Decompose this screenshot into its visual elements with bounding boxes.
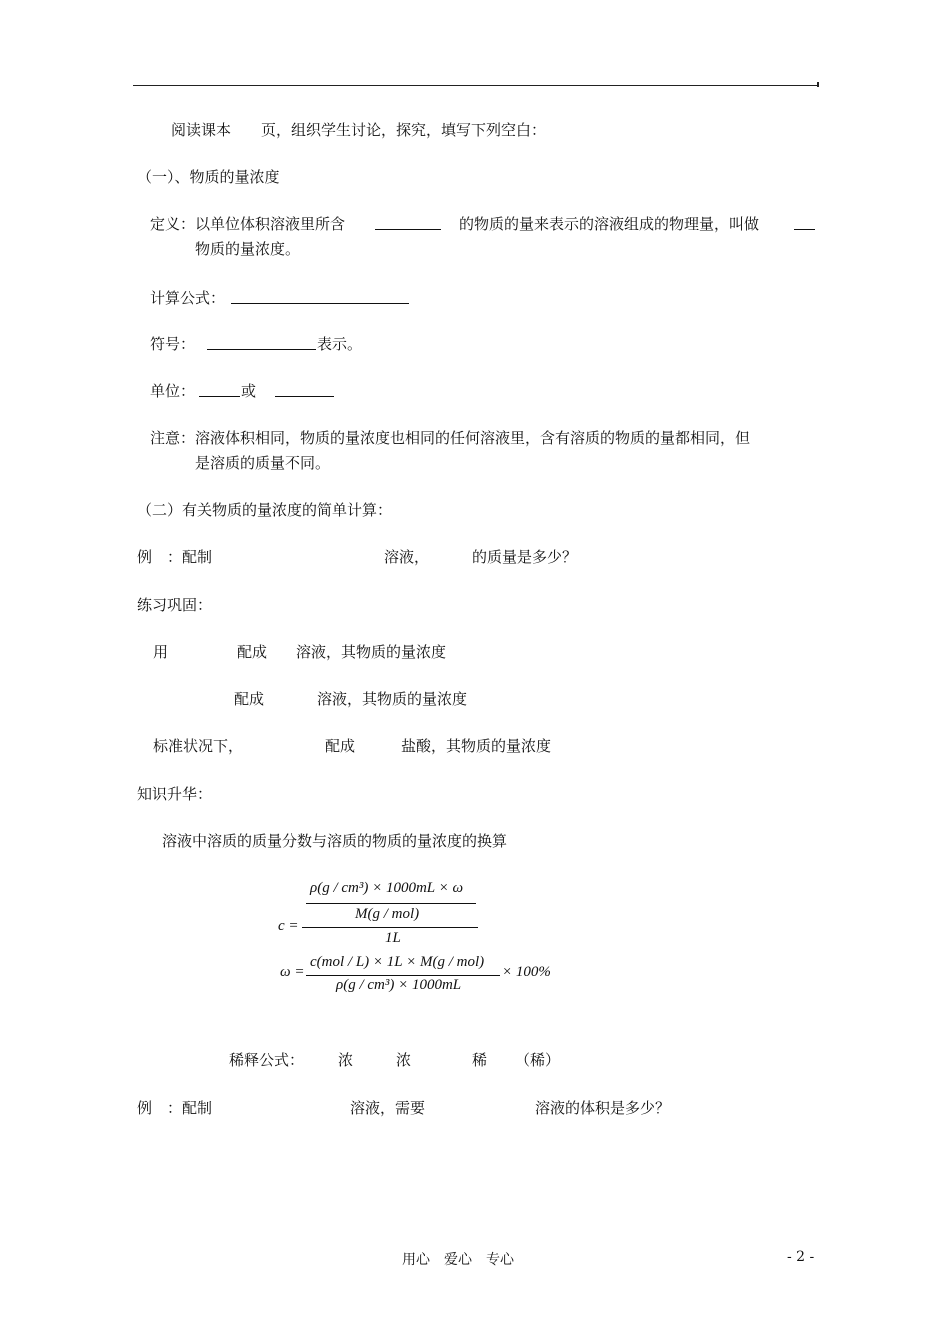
page-number: - 2 - xyxy=(787,1249,815,1265)
formula1-main-fraction-line xyxy=(302,927,478,928)
note-line1: 注意：溶液体积相同，物质的量浓度也相同的任何溶液里，含有溶质的物质的量都相同，但 xyxy=(150,429,751,447)
definition-mid: 的物质的量来表示的溶液组成的物理量，叫做 xyxy=(459,215,760,233)
definition-label: 定义：以单位体积溶液里所含 xyxy=(150,215,346,233)
practice-title: 练习巩固： xyxy=(137,596,213,614)
section2-title: （二）有关物质的量浓度的简单计算： xyxy=(137,501,393,519)
formula2-numerator: c(mol / L) × 1L × M(g / mol) xyxy=(310,954,485,970)
symbol-blank xyxy=(207,333,316,354)
formula2-suffix: × 100% xyxy=(502,964,551,980)
formula2-fraction-line xyxy=(306,975,500,976)
unit-label: 单位： xyxy=(150,382,196,400)
formula1-lhs: c = xyxy=(278,918,299,934)
conversion-text: 溶液中溶质的质量分数与溶质的物质的量浓度的换算 xyxy=(162,832,508,850)
practice1-c: 溶液，其物质的量浓度 xyxy=(296,643,447,661)
practice2-a: 配成 xyxy=(234,690,265,708)
unit-or: 或 xyxy=(241,382,257,400)
dilution-term1: 浓 xyxy=(338,1051,354,1069)
dilution-term3: 稀 xyxy=(472,1051,488,1069)
dilution-term4: （稀） xyxy=(515,1051,561,1069)
example2-b: 溶液，需要 xyxy=(350,1099,426,1117)
example2-a: 例 ：配制 xyxy=(137,1099,213,1117)
intro-text: 阅读课本 页，组织学生讨论，探究，填写下列空白： xyxy=(171,121,547,139)
note-line2: 是溶质的质量不同。 xyxy=(195,454,331,472)
symbol-suffix: 表示。 xyxy=(317,335,363,353)
definition-blank2 xyxy=(794,213,815,234)
section3-title: 知识升华： xyxy=(137,785,213,803)
formula-blank xyxy=(231,287,409,308)
practice1-a: 用 xyxy=(153,643,169,661)
practice3-c: 盐酸，其物质的量浓度 xyxy=(401,737,552,755)
formula1-numerator: ρ(g / cm³) × 1000mL × ω xyxy=(310,880,464,896)
footer-motto: 用心 爱心 专心 xyxy=(402,1252,514,1268)
example1-c: 的质量是多少？ xyxy=(472,548,578,566)
formula1-inner-fraction-line xyxy=(306,903,476,904)
example2-c: 溶液的体积是多少？ xyxy=(535,1099,671,1117)
dilution-label: 稀释公式： xyxy=(229,1051,305,1069)
header-rule-tick xyxy=(817,82,819,87)
formula-label: 计算公式： xyxy=(150,289,226,307)
unit-blank2 xyxy=(275,380,334,401)
symbol-label: 符号： xyxy=(150,335,196,353)
practice1-b: 配成 xyxy=(237,643,268,661)
section1-title: （一）、物质的量浓度 xyxy=(137,168,280,186)
definition-blank1 xyxy=(375,213,441,234)
example1-b: 溶液， xyxy=(384,548,430,566)
unit-blank1 xyxy=(199,380,240,401)
header-rule xyxy=(133,85,819,86)
dilution-term2: 浓 xyxy=(396,1051,412,1069)
formula1-middle: M(g / mol) xyxy=(355,906,420,922)
formula2-denominator: ρ(g / cm³) × 1000mL xyxy=(336,977,462,993)
practice3-b: 配成 xyxy=(325,737,356,755)
definition-line2: 物质的量浓度。 xyxy=(195,240,301,258)
example1-a: 例 ：配制 xyxy=(137,548,213,566)
practice3-a: 标准状况下， xyxy=(153,737,244,755)
practice2-b: 溶液，其物质的量浓度 xyxy=(317,690,468,708)
formula1-denominator: 1L xyxy=(385,930,401,946)
formula2-lhs: ω = xyxy=(280,964,305,980)
